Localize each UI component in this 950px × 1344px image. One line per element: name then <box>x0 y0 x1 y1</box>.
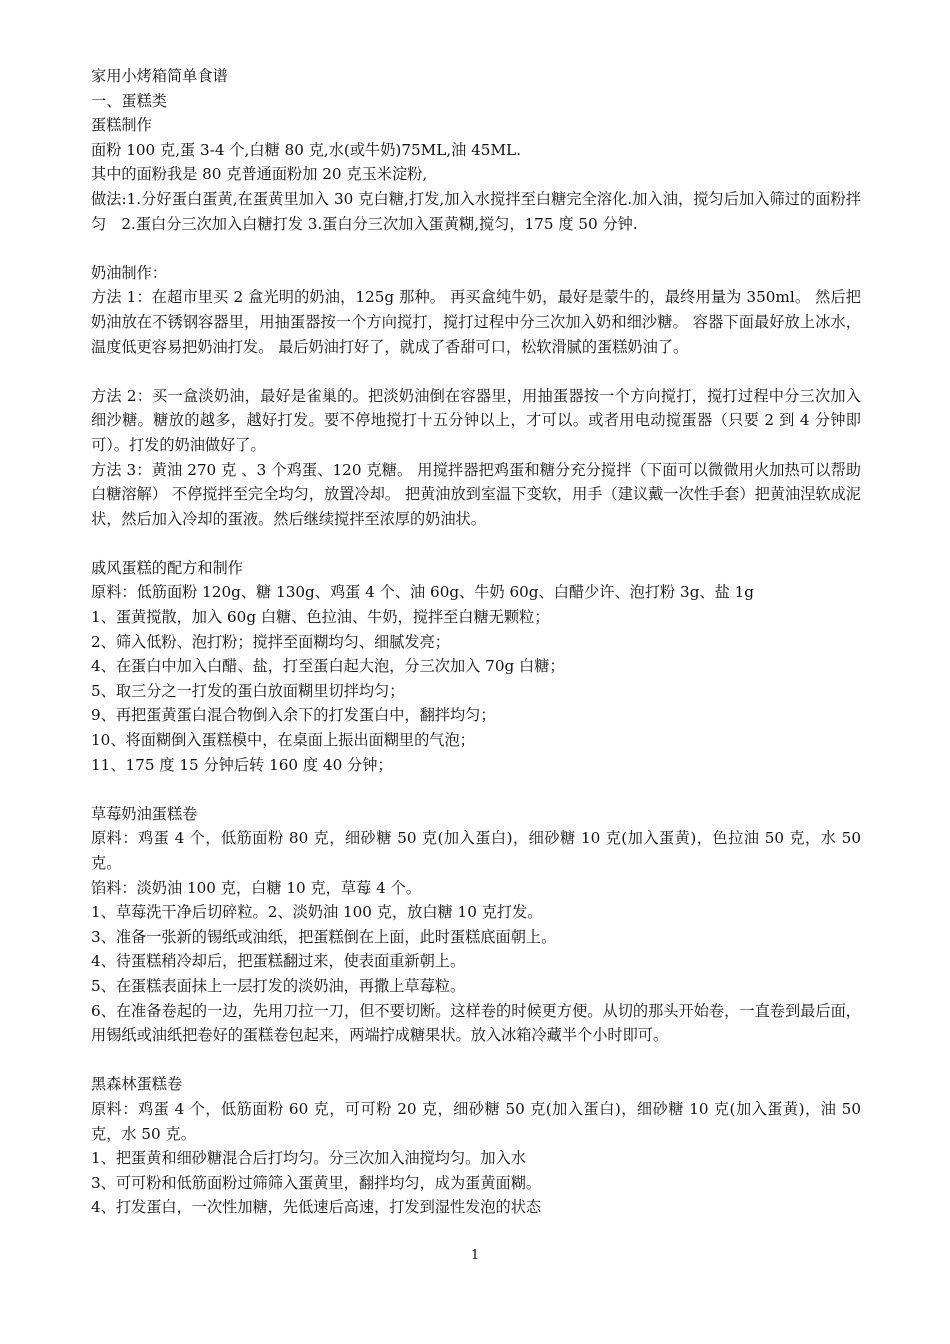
section-heading-cakes: 一、蛋糕类 <box>91 91 167 110</box>
paragraph-gap <box>91 531 861 556</box>
recipe-heading-cream: 奶油制作： <box>91 263 167 282</box>
cream-method-1: 方法 1：在超市里买 2 盒光明的奶油，125g 那种。 再买盒纯牛奶，最好是蒙牛的，最终用量为 350ml。 然后把奶油放在不锈钢容器里，用抽蛋器按一个方向搅打，搅打过程中分三次加入奶和细沙糖。 容器下面最好放上冰水，温度低更容易把奶油打发。 最后奶油打好了，就成了香甜可口，松软滑腻的蛋糕奶油了。 <box>91 288 861 356</box>
strawberry-step: 5、在蛋糕表面抹上一层打发的淡奶油，再撒上草莓粒。 <box>91 976 466 995</box>
chiffon-step: 4、在蛋白中加入白醋、盐，打至蛋白起大泡，分三次加入 70g 白糖； <box>91 657 565 676</box>
chiffon-step: 1、蛋黄搅散，加入 60g 白糖、色拉油、牛奶，搅拌至白糖无颗粒； <box>91 608 550 627</box>
recipe-heading-cake: 蛋糕制作 <box>91 116 152 135</box>
page-number: 1 <box>470 1248 480 1263</box>
paragraph-gap <box>91 236 861 261</box>
paragraph-gap <box>91 359 861 384</box>
cake-flour-note: 其中的面粉我是 80 克普通面粉加 20 克玉米淀粉, <box>91 165 428 184</box>
strawberry-filling: 馅料：淡奶油 100 克，白糖 10 克，草莓 4 个。 <box>91 878 421 897</box>
strawberry-ingredients: 原料：鸡蛋 4 个，低筋面粉 80 克，细砂糖 50 克(加入蛋白)，细砂糖 10 克(加入蛋黄)，色拉油 50 克，水 50 克。 <box>91 829 861 872</box>
cream-method-2: 方法 2：买一盒淡奶油，最好是雀巢的。把淡奶油倒在容器里，用抽蛋器按一个方向搅打，搅打过程中分三次加入细沙糖。糖放的越多，越好打发。要不停地搅打十五分钟以上，才可以。或者用电动搅蛋器（只要 2 到 4 分钟即可）。打发的奶油做好了。 <box>91 386 861 454</box>
recipe-heading-chiffon: 戚风蛋糕的配方和制作 <box>91 558 243 577</box>
paragraph-gap <box>91 1048 861 1073</box>
paragraph-gap <box>91 777 861 802</box>
blackforest-step: 1、把蛋黄和细砂糖混合后打均匀。分三次加入油搅均匀。加入水 <box>91 1149 526 1168</box>
cake-method: 做法:1.分好蛋白蛋黄,在蛋黄里加入 30 克白糖,打发,加入水搅拌至白糖完全溶化.加入油，搅匀后加入筛过的面粉拌匀 2.蛋白分三次加入白糖打发 3.蛋白分三次加入蛋黄糊,搅匀，175 度 50 分钟. <box>91 189 861 233</box>
chiffon-ingredients: 原料：低筋面粉 120g、糖 130g、鸡蛋 4 个、油 60g、牛奶 60g、白醋少许、泡打粉 3g、盐 1g <box>91 583 755 602</box>
blackforest-step: 3、可可粉和低筋面粉过筛筛入蛋黄里，翻拌均匀，成为蛋黄面糊。 <box>91 1173 542 1192</box>
chiffon-step: 5、取三分之一打发的蛋白放面糊里切拌均匀； <box>91 681 405 700</box>
document-title: 家用小烤箱简单食谱 <box>91 67 228 85</box>
strawberry-step: 1、草莓洗干净后切碎粒。2、淡奶油 100 克，放白糖 10 克打发。 <box>91 903 543 922</box>
chiffon-step: 10、将面糊倒入蛋糕模中，在桌面上振出面糊里的气泡； <box>91 731 475 750</box>
chiffon-step: 11、175 度 15 分钟后转 160 度 40 分钟； <box>91 755 393 774</box>
strawberry-step: 4、待蛋糕稍冷却后，把蛋糕翻过来，使表面重新朝上。 <box>91 952 466 971</box>
strawberry-step: 6、在准备卷起的一边，先用刀拉一刀，但不要切断。这样卷的时候更方便。从切的那头开始卷，一直卷到最后面，用锡纸或油纸把卷好的蛋糕卷包起来，两端拧成糖果状。放入冰箱冷藏半个小时即可。 <box>91 1001 861 1045</box>
chiffon-step: 9、再把蛋黄蛋白混合物倒入余下的打发蛋白中，翻拌均匀； <box>91 706 496 725</box>
blackforest-step: 4、打发蛋白，一次性加糖，先低速后高速，打发到湿性发泡的状态 <box>91 1198 542 1217</box>
blackforest-ingredients: 原料：鸡蛋 4 个，低筋面粉 60 克，可可粉 20 克，细砂糖 50 克(加入蛋白)，细砂糖 10 克(加入蛋黄)，油 50 克，水 50 克。 <box>91 1099 861 1143</box>
cream-method-3: 方法 3：黄油 270 克 、3 个鸡蛋、120 克糖。 用搅拌器把鸡蛋和糖分充分搅拌（下面可以微微用火加热可以帮助白糖溶解） 不停搅拌至完全均匀，放置冷却。 把黄油放到室温下变软，用手（建议戴一次性手套）把黄油涅软成泥状，然后加入冷却的蛋液。然后继续搅拌至浓厚的奶油状。 <box>91 460 861 528</box>
strawberry-step: 3、准备一张新的锡纸或油纸，把蛋糕倒在上面，此时蛋糕底面朝上。 <box>91 927 557 946</box>
recipe-heading-strawberry-roll: 草莓奶油蛋糕卷 <box>91 804 198 823</box>
cake-ingredients: 面粉 100 克,蛋 3-4 个,白糖 80 克,水(或牛奶)75ML,油 45ML. <box>91 140 521 159</box>
document-body <box>91 64 861 1220</box>
chiffon-step: 2、筛入低粉、泡打粉；搅拌至面糊均匀、细腻发亮； <box>91 632 450 651</box>
recipe-heading-black-forest-roll: 黑森林蛋糕卷 <box>91 1075 183 1094</box>
